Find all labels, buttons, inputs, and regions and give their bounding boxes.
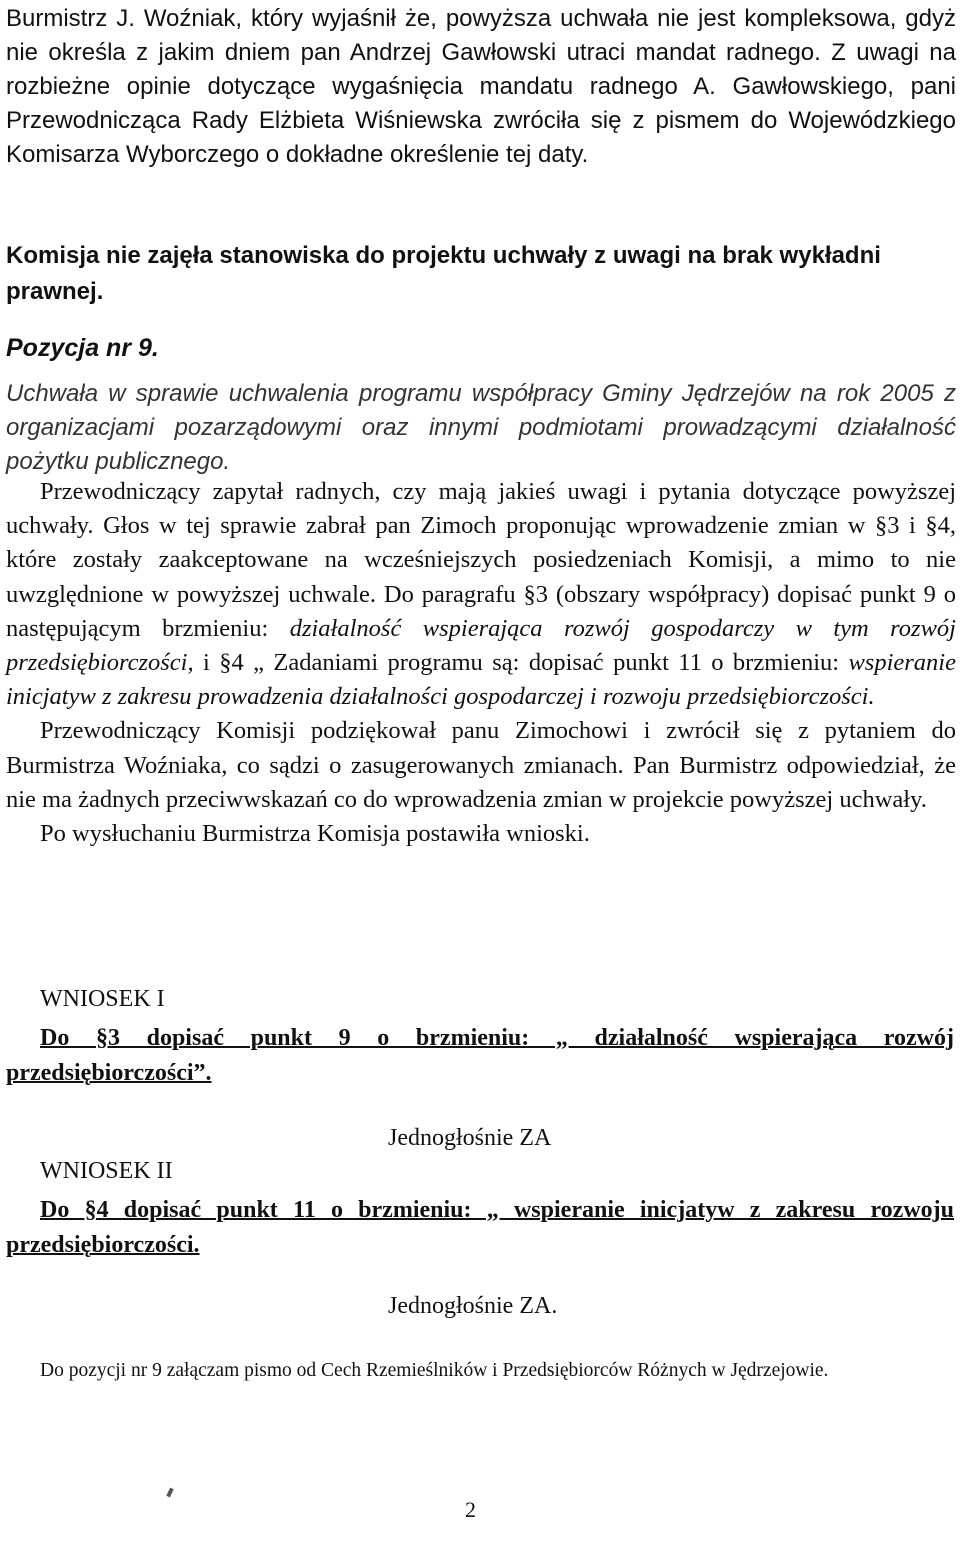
discussion-part1: Przewodniczący zapytał radnych, czy mają jakieś uwagi i pytania dotyczące powyższej uchwały. Głos w tej sprawie zabrał pan Zimoch proponując wprowadzenie zmian w §3 i §4, które zostały zaakceptowane na wcześniejszych posiedzeniach Komisji, a mimo to nie uwzględnione w powyższej uchwale. Do paragrafu §3 (obszary współpracy) dopisać punkt 9 o następującym brzmieniu: [6, 478, 956, 642]
position-title: Uchwała w sprawie uchwalenia programu współpracy Gminy Jędrzejów na rok 2005 z organizacjami pozarządowymi oraz innymi podmiotami prowadzącymi działalność pożytku publicznego. [6, 380, 956, 475]
position-heading: Pozycja nr 9. [6, 334, 159, 362]
motion2-title: WNIOSEK II [40, 1158, 173, 1184]
attachment-note: Do pozycji nr 9 załączam pismo od Cech Rzemieślników i Przedsiębiorców Różnych w Jędrzejowie. [40, 1360, 829, 1381]
motion2-body: Do §4 dopisać punkt 11 o brzmieniu: „ wspieranie inicjatyw z zakresu rozwoju przedsiębiorczości. [6, 1197, 954, 1258]
motion1-title: WNIOSEK I [40, 986, 165, 1012]
motion2-vote: Jednogłośnie ZA. [388, 1293, 558, 1319]
discussion-paragraph [6, 475, 956, 851]
scan-speck [166, 1488, 173, 1498]
commission-statement: Komisja nie zajęła stanowiska do projektu uchwały z uwagi na brak wykładni prawnej. [6, 242, 881, 305]
discussion-part3: Przewodniczący Komisji podziękował panu Zimochowi i zwrócił się z pytaniem do Burmistrza Woźniaka, co sądzi o zasugerowanych zmianach. Pan Burmistrz odpowiedział, że nie ma żadnych przeciwwskazań co do wprowadzenia zmian w projekcie powyższej uchwały. [6, 717, 956, 813]
motion1-vote: Jednogłośnie ZA [388, 1125, 552, 1151]
discussion-italic2: wspieranie inicjatyw z zakresu prowadzenia działalności gospodarczej i rozwoju przedsiębiorczości. [6, 649, 956, 711]
motion1-body: Do §3 dopisać punkt 9 o brzmieniu: „ działalność wspierająca rozwój przedsiębiorczości”. [6, 1025, 954, 1086]
discussion-part2: i §4 „ Zadaniami programu są: dopisać punkt 11 o brzmieniu: [193, 649, 849, 677]
discussion-italic1: działalność wspierająca rozwój gospodarczy w tym rozwój przedsiębiorczości, [6, 614, 956, 677]
intro-paragraph: Burmistrz J. Woźniak, który wyjaśnił że, powyższa uchwała nie jest kompleksowa, gdyż nie określa z jakim dniem pan Andrzej Gawłowski utraci mandat radnego. Z uwagi na rozbieżne opinie dotyczące wygaśnięcia mandatu radnego A. Gawłowskiego, pani Przewodnicząca Rady Elżbieta Wiśniewska zwróciła się z pismem do Wojewódzkiego Komisarza Wyborczego o dokładne określenie tej daty. [6, 5, 956, 168]
discussion-part4: Po wysłuchaniu Burmistrza Komisja postawiła wnioski. [40, 820, 590, 848]
page-number: 2 [465, 1497, 476, 1522]
